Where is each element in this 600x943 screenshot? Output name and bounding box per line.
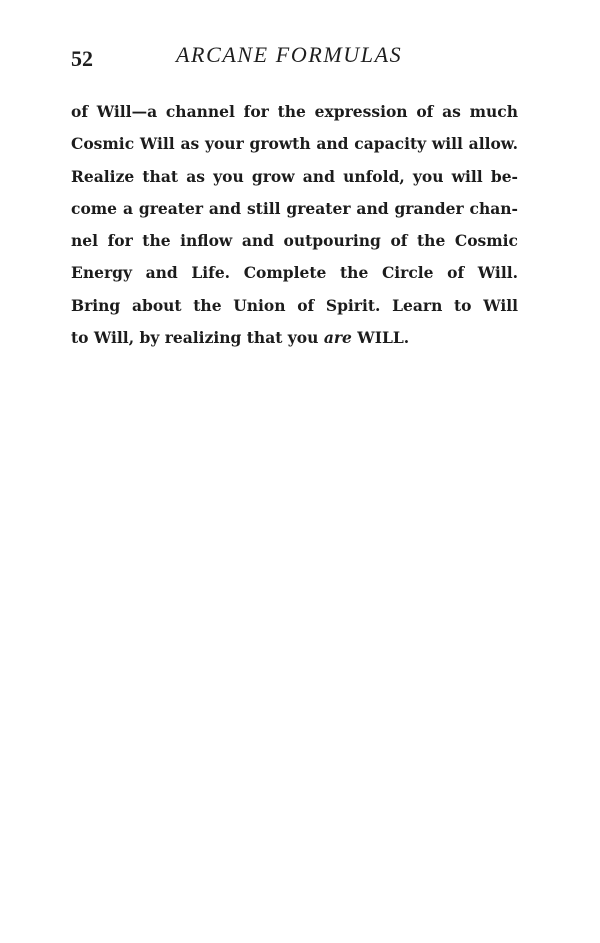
text-line: Energy and Life. Complete the Circle of Will. — [71, 263, 518, 283]
final-line-start: to Will, by realizing that you — [71, 328, 324, 348]
running-head — [71, 42, 521, 74]
text-line: come a greater and still greater and grander chan- — [71, 198, 518, 218]
text-line-final — [71, 322, 518, 354]
emphasized-word: are — [323, 328, 352, 348]
text-line: Realize that as you grow and unfold, you will be- — [71, 166, 518, 186]
final-line-end: WILL. — [351, 328, 410, 348]
text-line: of Will—a channel for the expression of as much — [71, 102, 518, 121]
running-title: ARCANE FORMULAS — [176, 42, 403, 67]
text-line: Bring about the Union of Spirit. Learn to Will — [71, 295, 518, 315]
text-line: nel for the inflow and outpouring of the Cosmic — [71, 231, 518, 251]
page-number: 52 — [71, 46, 93, 71]
body-paragraph — [71, 96, 518, 354]
text-line: Cosmic Will as your growth and capacity will allow. — [71, 134, 518, 154]
